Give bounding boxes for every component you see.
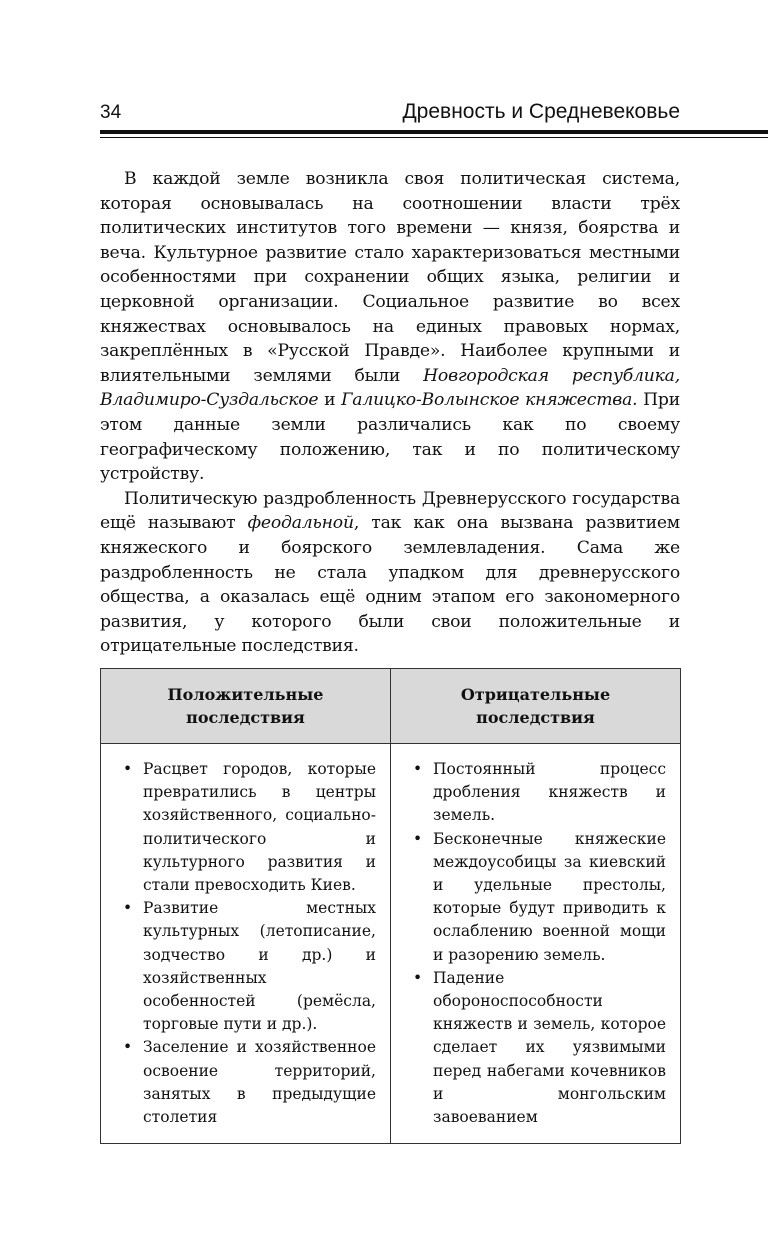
list-item: [405, 758, 666, 828]
list-item-text: Бесконечные княжеские междоусобицы за киевский и удельные престолы, которые будут приводить к ослаблению военной мощи и разорению земель.: [433, 829, 666, 964]
consequences-table: [100, 668, 681, 1144]
paragraph-text: При этом данные земли различались как по своему географическому положению, так и по политическому устройству.: [100, 390, 680, 485]
term-feudal: феодальной: [247, 513, 354, 534]
header-positive-consequences: Положительные последствия: [101, 669, 391, 744]
header-rule-thick: [100, 130, 768, 134]
list-item: [115, 897, 376, 1036]
list-item: [405, 967, 666, 1129]
term-galicia-volhynia: Галицко-Волынское княжества.: [341, 390, 638, 411]
list-item: [405, 828, 666, 967]
bullet-icon: •: [413, 760, 423, 778]
positive-consequences-cell: [101, 744, 391, 1144]
header-rule-thin: [100, 137, 768, 138]
page-header: [100, 100, 680, 130]
list-item-text: Падение обороноспособности княжеств и земель, которое сделает их уязвимыми перед набегами кочевников и монгольским завоеванием: [433, 968, 666, 1127]
list-item-text: Расцвет городов, которые превратились в центры хозяйственного, социально-политического и культурного развития и стали превосходить Киев.: [143, 760, 376, 895]
paragraph-political-systems: [100, 167, 680, 487]
bullet-icon: •: [123, 1038, 133, 1057]
main-text: [100, 167, 680, 659]
term-vladimir-suzdal: Владимиро-Суздальское: [100, 390, 319, 411]
bullet-icon: •: [123, 899, 133, 918]
paragraph-text: В каждой земле возникла своя политическая система, которая основывалась на соотношении власти трёх политических институтов того времени — князя, боярства и веча. Культурное развитие стало характеризоваться местными особенностями при сохранении общих языка, религии и церковной организации. Социальное развитие во всех княжествах основывалось на единых правовых нормах, закреплённых в «Русской Правде». Наиболее крупными и влиятельными землями были: [100, 169, 680, 386]
list-item: [115, 1036, 376, 1129]
header-negative-consequences: Отрицательные последствия: [391, 669, 681, 744]
list-item-text: Развитие местных культурных (летописание, зодчество и др.) и хозяйственных особенностей (ремёсла, торговые пути и др.).: [143, 899, 376, 1034]
term-novgorod: Новгородская республика,: [423, 365, 680, 386]
positive-list: [115, 758, 376, 1129]
paragraph-text: Политическую раздробленность Древнерусского государства ещё называют: [100, 488, 680, 534]
running-title: Древность и Средневековье: [402, 100, 680, 123]
negative-consequences-cell: [391, 744, 681, 1144]
conjunction-text: и: [318, 390, 342, 411]
bullet-icon: •: [413, 968, 423, 987]
paragraph-feudal-fragmentation: [100, 487, 680, 659]
list-item-text: Заселение и хозяйственное освоение территорий, занятых в предыдущие столетия: [143, 1038, 376, 1127]
negative-list: [405, 758, 666, 1129]
page-number: 34: [100, 102, 122, 123]
bullet-icon: •: [123, 760, 133, 778]
list-item-text: Постоянный процесс дробления княжеств и земель.: [433, 760, 666, 825]
bullet-icon: •: [413, 829, 423, 848]
paragraph-text: , так как она вызвана развитием княжеского и боярского землевладения. Сама же раздробленность не стала упадком для древнерусского общества, а оказалась ещё одним этапом его закономерного развития, у которого были свои положительные и отрицательные последствия.: [100, 513, 680, 657]
list-item: [115, 758, 376, 897]
